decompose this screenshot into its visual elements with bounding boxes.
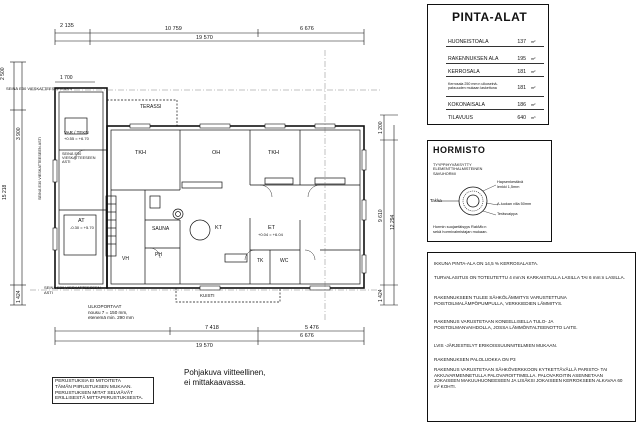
dim-right-1: 1 200 bbox=[378, 121, 384, 134]
area-row-label-5: KOKONAISALA bbox=[448, 102, 485, 108]
room-at: AT bbox=[78, 218, 85, 224]
note-window-area: IKKUNA PINTA-ALA ON 14,5 % KERROSALASTA. bbox=[434, 261, 539, 266]
area-row-unit-6: m³ bbox=[531, 116, 536, 120]
ulkoportaat-line-1: nousu 7 = 150 mm, bbox=[88, 309, 128, 315]
dim-bottom-2: 5 476 bbox=[305, 325, 319, 331]
level-et: +0.04 = +6.04 bbox=[258, 232, 283, 237]
room-terassi: TERASSI bbox=[140, 104, 162, 110]
room-kuisti: KUISTI bbox=[200, 293, 215, 298]
wall-label-bottom: SEINÄ E30 VIESKATTEESEEN ASTI bbox=[44, 285, 101, 295]
wall-label-top: SEINÄ E30 VIESKATTEESEEN ASTI bbox=[6, 86, 73, 91]
room-var-tekn: VAR / TEKN bbox=[64, 130, 89, 135]
ulkoportaat-line-2: etenemä min. 290 mm bbox=[88, 315, 134, 320]
room-ph: PH bbox=[155, 252, 162, 258]
dim-left-1: 2 500 bbox=[0, 67, 6, 80]
area-row-unit-5: m² bbox=[531, 103, 536, 107]
pinta-alat-box bbox=[427, 4, 549, 125]
area-row-value-1: 137 bbox=[517, 39, 526, 45]
hormisto-takka-label: Takka bbox=[430, 198, 442, 203]
note-smoke-alarm: RAKENNUS VARUSTETAAN SÄHKÖVERKKOON KYTKETTÄVÄLLÄ PARISTO- TAI AKKUVARMENNETULLA PALOVAROITTIMELLA. PALOVAROITIN ASENNETAAN JOKAISEEN MAKUUHUONEESEEN JA LISÄKSI JOKAISEEN KERROKSEEN ALKAVAA 60 m² KOHTI. bbox=[434, 367, 623, 389]
dim-top-1: 2 135 bbox=[60, 23, 74, 29]
level-var: +0.55 = +6.70 bbox=[64, 136, 89, 141]
dim-top-total: 19 570 bbox=[196, 35, 213, 41]
ulkoportaat-note bbox=[88, 304, 134, 321]
hormisto-description bbox=[433, 163, 482, 176]
note-fire-class: RAKENNUKSEN PALOLUOKKA ON P3 bbox=[434, 357, 516, 362]
dim-right-4: 1 424 bbox=[378, 289, 384, 302]
dim-1700: 1 700 bbox=[60, 75, 73, 81]
perustus-line-2: TÄMÄN PIIRUSTUKSEN MUKAAN. bbox=[55, 384, 132, 390]
perustus-line-1: PERUSTUKSIA EI MITOITETA bbox=[55, 379, 121, 384]
hormisto-desc-line-1: TYYPPIHYVÄKSYTTY bbox=[433, 163, 472, 167]
area-row-value-2: 195 bbox=[517, 56, 526, 62]
pohjakuva-note bbox=[184, 368, 265, 388]
hormisto-footer-line-1: Hormin suojaetäisyys RakMk:n bbox=[433, 224, 487, 229]
dim-left-4: 1 424 bbox=[16, 290, 22, 303]
note-heating: RAKENNUKSEEN TULEE SÄHKÖLÄMMITYS VARUSTETTUNA POISTOILMALÄMPÖPUMPULLA, VERKKIEDIEN LÄMMITYS. bbox=[434, 295, 567, 306]
pohjakuva-line-2: ei mittakaavassa. bbox=[184, 378, 246, 387]
note-safety-glass: TURVALASITUS ON TOTEUTETTU 4 mm:N KARKAISTULLA LASILLA TAI 6 mm:n LASILLA. bbox=[434, 275, 625, 280]
hormisto-label-3: A-luokan villa 50mm bbox=[497, 202, 532, 206]
area-row-value-5: 186 bbox=[517, 102, 526, 108]
note-ventilation: RAKENNUS VARUSTETAAN KONEELLISELLA TULO- JA POISTOILMANVAIHDOLLA, JOSSA LÄMMÖNTALTEENOTTO LAITE. bbox=[434, 319, 578, 330]
pinta-alat-title: PINTA-ALAT bbox=[452, 10, 528, 24]
room-tkh-2: TKH bbox=[268, 150, 279, 156]
area-row-value-4: 181 bbox=[517, 85, 526, 91]
hormisto-desc-line-2: ELEMENTTIHALMISTEINEN bbox=[433, 167, 483, 172]
dim-bottom-total: 19 570 bbox=[196, 343, 213, 349]
area-row-value-6: 640 bbox=[517, 115, 526, 121]
area-row-label-1: HUONEISTOALA bbox=[448, 39, 489, 45]
area-row-unit-4: m² bbox=[531, 86, 536, 90]
dim-top-3: 6 676 bbox=[300, 26, 314, 32]
ulkoportaat-title: ULKOPORTAAT bbox=[88, 304, 122, 309]
area-row-label-3: KERROSALA bbox=[448, 69, 480, 75]
perustus-line-4: ERILLISESTÄ MITTAPIIRUSTUKSESTA. bbox=[55, 396, 144, 402]
wall-label-left-mid: SEINÄ E30 VIESKATTEESEEN ASTI bbox=[62, 152, 96, 164]
hormisto-box bbox=[427, 140, 552, 242]
area-row-unit-2: m² bbox=[531, 57, 536, 61]
area-row-unit-1: m² bbox=[531, 40, 536, 44]
room-tk: TK bbox=[257, 258, 264, 264]
area-row-value-3: 181 bbox=[517, 69, 526, 75]
perustus-line-3: PERUSTUKSEN MITAT SELVIÄVÄT bbox=[55, 390, 134, 396]
note-lvis: LVIS -JÄRJESTELYT ERIKOISSUUNNITELMIEN MUKAAN. bbox=[434, 343, 558, 348]
room-wc: WC bbox=[280, 258, 289, 264]
hormisto-label-4: Teräsvaippa bbox=[497, 212, 518, 216]
area-row-label-2: RAKENNUKSEN ALA bbox=[448, 56, 499, 62]
dim-bottom-1: 7 418 bbox=[205, 325, 219, 331]
dim-left-3: 15 218 bbox=[2, 184, 8, 200]
room-tkh-1: TKH bbox=[135, 150, 146, 156]
hormisto-desc-line-3: SAVUHORMI bbox=[433, 171, 456, 176]
dim-right-3: 12 294 bbox=[390, 214, 396, 230]
area-row-label-6: TILAVUUS bbox=[448, 115, 473, 121]
room-et: ET bbox=[268, 225, 276, 231]
dim-bottom-3: 6 676 bbox=[300, 333, 314, 339]
pohjakuva-line-1: Pohjakuva viitteellinen, bbox=[184, 368, 266, 377]
room-kt: KT bbox=[215, 225, 223, 231]
room-vh: VH bbox=[122, 256, 129, 262]
dim-top-2: 10 759 bbox=[165, 26, 182, 32]
dim-left-2: 3 900 bbox=[16, 127, 22, 140]
hormisto-label-2: lenkki 1,5mm bbox=[497, 185, 520, 189]
area-row-unit-3: m² bbox=[531, 70, 536, 74]
dim-right-2: 9 610 bbox=[378, 209, 384, 222]
hormisto-footer-line-2: sekä hormivalmistajan mukaan. bbox=[433, 228, 488, 234]
wall-label-left-vertical: SEINÄ E30 VIESKATTEESEEN ASTI bbox=[38, 136, 42, 200]
level-at: -0.30 = +5.70 bbox=[70, 225, 94, 230]
hormisto-footer bbox=[433, 225, 488, 234]
room-oh: OH bbox=[212, 150, 221, 156]
room-sauna: SAUNA bbox=[152, 226, 170, 232]
hormisto-label-1: Hapsenkestävä bbox=[497, 180, 524, 184]
hormisto-title: HORMISTO bbox=[433, 145, 486, 155]
notes-box bbox=[427, 252, 636, 422]
perustus-note-box bbox=[52, 377, 154, 404]
area-row-label-4: Kerrosala 250 mm:n ulkoseinä-paksuuden mukaan laskettuna bbox=[448, 82, 498, 91]
